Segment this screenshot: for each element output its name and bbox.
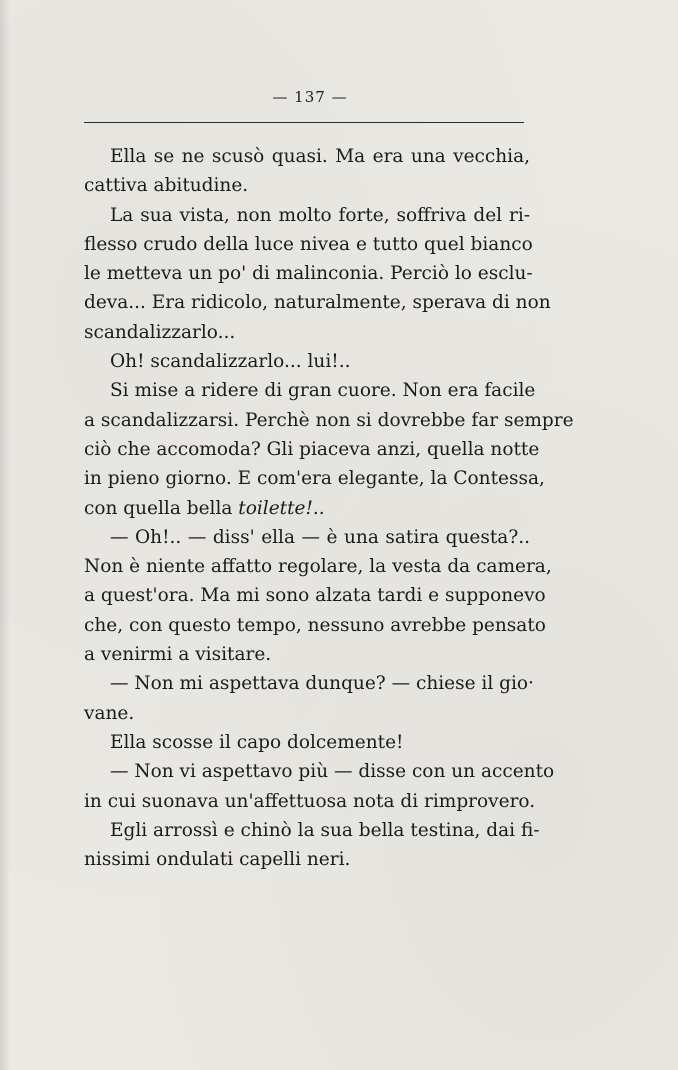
text-line: che, con questo tempo, nessuno avrebbe pensato <box>84 614 546 636</box>
text-line: — Oh!.. — diss' ella — è una satira questa?.. <box>110 526 530 548</box>
text-line: Si mise a ridere di gran cuore. Non era facile <box>110 380 536 402</box>
text-line: cattiva abitudine. <box>84 175 249 197</box>
text-line: Non è niente affatto regolare, la vesta da camera, <box>84 556 552 578</box>
text-line: nissimi ondulati capelli neri. <box>84 849 351 871</box>
text-line: scandalizzarlo... <box>84 321 236 343</box>
text-fragment: con quella bella <box>84 497 233 519</box>
text-line: le metteva un po' di malinconia. Perciò lo esclu- <box>84 263 533 285</box>
text-line: flesso crudo della luce nivea e tutto quel bianco <box>84 233 533 255</box>
text-line: a quest'ora. Ma mi sono alzata tardi e supponevo <box>84 585 546 607</box>
text-line: deva... Era ridicolo, naturalmente, sperava di non <box>84 292 551 314</box>
text-line: Egli arrossì e chinò la sua bella testina, dai fi- <box>110 819 540 841</box>
text-line: in cui suonava un'affettuosa nota di rimprovero. <box>84 790 536 812</box>
page-gutter-shadow <box>0 0 10 1070</box>
text-line: Ella scosse il capo dolcemente! <box>110 731 404 753</box>
text-line: in pieno giorno. E com'era elegante, la Contessa, <box>84 468 545 490</box>
text-line: vane. <box>84 702 135 724</box>
text-line: La sua vista, non molto forte, soffriva del ri- <box>110 204 530 226</box>
text-line: Oh! scandalizzarlo... lui!.. <box>110 351 351 373</box>
text-line: Ella se ne scusò quasi. Ma era una vecchia, <box>110 146 530 167</box>
text-line: — Non vi aspettavo più — disse con un accento <box>110 761 555 783</box>
text-line: — Non mi aspettava dunque? — chiese il gio· <box>110 673 534 695</box>
body-text <box>84 142 574 874</box>
text-line: a venirmi a visitare. <box>84 644 272 666</box>
italic-word: toilette!.. <box>238 497 325 519</box>
header-rule <box>84 122 524 123</box>
text-line: ciò che accomoda? Gli piaceva anzi, quella notte <box>84 438 540 460</box>
text-line <box>84 494 530 523</box>
text-line: a scandalizzarsi. Perchè non si dovrebbe far sempre <box>84 409 574 431</box>
page-number: — 137 — <box>272 88 348 106</box>
